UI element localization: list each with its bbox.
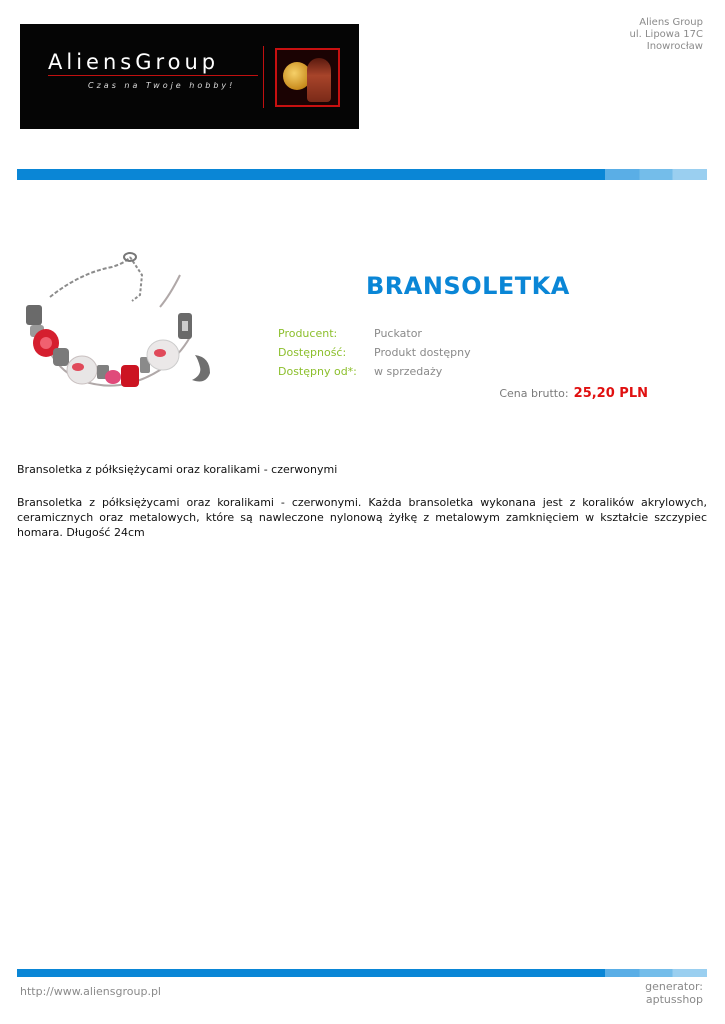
price	[499, 382, 648, 401]
logo-divider-line	[48, 75, 258, 76]
generator-label: generator:	[645, 980, 703, 993]
logo-tagline: Czas na Twoje hobby!	[88, 81, 236, 90]
price-label: Cena brutto:	[499, 387, 569, 400]
product-image	[20, 245, 220, 400]
logo-photo	[275, 48, 340, 107]
footer-generator	[583, 980, 703, 1006]
generator-name: aptusshop	[645, 993, 703, 1006]
attribute-label: Dostępność:	[278, 346, 347, 359]
attribute-label: Producent:	[278, 327, 338, 340]
footer-divider-bar	[17, 969, 707, 977]
company-city: Inowrocław	[646, 41, 703, 52]
company-address	[503, 17, 703, 53]
logo-vertical-line	[263, 46, 264, 108]
short-description: Bransoletka z półksiężycami oraz koralikami - czerwonymi	[17, 463, 338, 476]
attribute-label: Dostępny od*:	[278, 365, 357, 378]
logo-figure-shape	[307, 58, 331, 102]
header-divider-bar	[17, 169, 707, 180]
company-name: Aliens Group	[639, 17, 703, 28]
product-title: BRANSOLETKA	[366, 272, 570, 300]
attribute-value: w sprzedaży	[374, 365, 443, 378]
company-street: ul. Lipowa 17C	[629, 29, 703, 40]
logo-text: AliensGroup	[48, 50, 220, 74]
attribute-value: Produkt dostępny	[374, 346, 471, 359]
company-logo	[20, 24, 359, 129]
price-value: 25,20 PLN	[573, 386, 648, 401]
attribute-value: Puckator	[374, 327, 422, 340]
long-description: Bransoletka z półksiężycami oraz koralikami - czerwonymi. Każda bransoletka wykonana jest z koralików akrylowych, ceramicznych oraz metalowych, które są nawleczone nylonową żyłkę z metalowym zamknięciem w kształcie szczypiec homara. Długość 24cm	[17, 496, 707, 539]
footer-url-link[interactable]: http://www.aliensgroup.pl	[20, 985, 161, 998]
